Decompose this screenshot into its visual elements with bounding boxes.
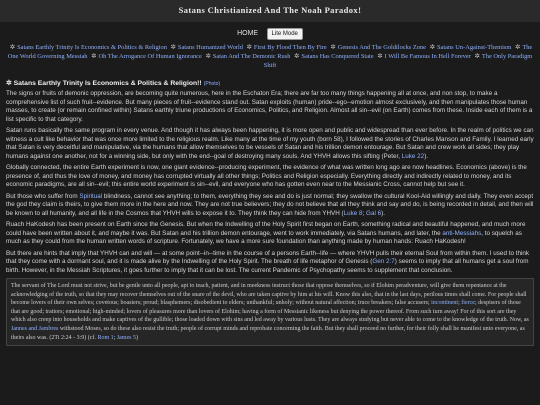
scripture-link[interactable]: Gen 2:7 xyxy=(372,258,395,265)
spiritual-link[interactable]: Spiritual xyxy=(79,192,103,200)
paragraph-text: , to squelch as much as they could from the human written words of scripture. Fortunately, we have a more sure foundation than anything made by human hands: Ruach HaKodesh! xyxy=(6,229,522,245)
scripture-link[interactable]: Luke 8 xyxy=(343,209,363,217)
nav-separator: ✲ xyxy=(474,53,480,60)
nav-separator: ✲ xyxy=(330,44,336,51)
scripture-link[interactable]: James 5 xyxy=(116,334,136,341)
article-paragraph: The signs or fruits of demonic oppression, are becoming quite numerous, here in the Eschaton Era; there are far too many things happening all at once, and non stop, to make a comprehensive list of such fruit--evidence. But many pieces of fruit--evidence stand out. Satan exploits (human) pride--ego--emotion almost exclusively, and then manipulates those human masses, to create (or remain confined within) Satans earthly triune productions of Economics, Politics, and Religion. Almost all sin--evil (on Earth) comes from these. Inside each of them is a list specific to that category. xyxy=(6,90,533,123)
nav-link[interactable]: The Only Paradigm Shift xyxy=(263,53,533,69)
paragraph-text: blindness, cannot see anything; to them, everything they see and do is just normal; they swallow the cultural Kool-Aid willingly and daily. They even accept the god they claim is theirs, to give them more in the here and now. They are not true believers; they do not believe that all they think and say and do, is being recorded in detail, and then will be known to all humanity, and all life in the Cosmos that YHVH wills to expose it to. They think they can hide from YHVH ( xyxy=(6,192,534,217)
scripture-link[interactable]: Luke 22 xyxy=(401,152,425,160)
nav-link[interactable]: Satans Humanized World xyxy=(177,44,243,51)
paragraph-text: But those who suffer from xyxy=(6,192,78,200)
nav-link[interactable]: Satan And The Demonic Rush xyxy=(212,53,291,60)
paragraph-text: Satan runs basically the same program in every venue. And though it has always been happening, it is more open and public and widespread than ever before. In the realm of politics we can witness a cult like behavior that was once more limited to the religious realm. Like many at the time of my youth (born 58), I followed the stories of Charles Manson and Family. I learned early that Satan is very deceitful and manipulative, via the humans that allow themselves to be vessels of Satan and his trillion demon entourage. But Satan and crew work all sides; they play humans against one another, not for a winning side, but only with the end--goal of destroying many souls. And YHVH allows this sifting (Peter, xyxy=(6,127,534,160)
paragraph-text: ). xyxy=(381,209,385,217)
nav-separator: ✲ xyxy=(377,53,383,60)
nav-separator: ✲ xyxy=(246,44,252,51)
jannes-jambres-link[interactable]: Jannes and Jambres xyxy=(11,325,59,332)
article-title: Satans Earthly Trinity Is Economics & Politics & Religion!! xyxy=(13,80,202,87)
paragraph-text: ) seems to imply that all humans get a soul from birth. However, in the Messiah Scriptures, it goes further to imply that it can be lost. The current Pandemic of Psychopathy seems to supplement that conclusion. xyxy=(6,258,529,274)
site-header xyxy=(0,0,540,22)
nav-link[interactable]: The One World Governing Messiah xyxy=(7,44,533,60)
article-paragraph xyxy=(6,193,534,219)
nav-separator: ✲ xyxy=(205,53,211,60)
quote-text: The servant of The Lord must not strive, but be gentle unto all people, apt to teach, patient, and in meekness instruct those that oppose themselves, so if Elohim peradventure, will give them repentance at the acknowledging of the truth, so that they may recover themselves out of the snare of the devil, who are taken captive by him at his will. Know this also, that in the last days, perilous times shall come. For people shall become lovers of their own selves; covetous; boasters; proud; blasphemers; disobedient to elders; unthankful; unholy; without natural affection; truce breakers; false accusers; xyxy=(11,283,527,307)
nav-links xyxy=(0,41,540,73)
anti-messiahs-link[interactable]: anti-Messiahs xyxy=(442,229,482,237)
nav-separator: ✲ xyxy=(514,44,521,51)
mode-bar xyxy=(0,22,540,41)
lite-mode-button[interactable]: Lite Mode xyxy=(267,28,303,40)
paragraph-text: But there are hints that imply that YHVH can and will — at some point--in--time in the course of a persons Earth--life — where YHVH pulls their eternal Soul from within them. I used to think that they come with a dormant soul, and it is made alive by the Indwelling of the Holy Spirit. The breath of life metaphor of Genesis ( xyxy=(6,249,529,265)
quote-text: withstood Moses, so do these also resist the truth; people of corrupt minds and reprobate concerning the faith. But they shall proceed no further, for their folly shall be manifest unto everyone, as theirs also was. (2Ti 2:24 - 3:9) (cf. xyxy=(11,325,525,341)
nav-link[interactable]: Oh The Arrogance Of Human Ignorance xyxy=(98,53,202,60)
article xyxy=(6,79,534,346)
incontinent-link[interactable]: incontinent xyxy=(431,300,459,307)
site-title: Satans Christianized And The Noah Paradox! xyxy=(178,5,362,15)
article-heading xyxy=(6,79,534,87)
paragraph-text: ). xyxy=(424,152,429,160)
nav-link[interactable]: I Will Be Famous In Hell Forever xyxy=(384,53,471,60)
nav-separator: ✲ xyxy=(9,44,16,51)
article-paragraph xyxy=(6,250,534,276)
nav-separator: ✲ xyxy=(294,53,300,60)
heading-source-link[interactable]: (Photo) xyxy=(203,81,221,87)
quote-text: ; despisers of those that are good; traitors; emotional; high-minded; lovers of pleasures more than lovers of Elohim; having a form of Messianic likeness but denying the power thereof. From such turn away! For of this sort are they which also creep into households and make captives of the gullible; those loaded down with sins and led away by various lusts. They are always studying but never able to come to the knowledge of the truth. Now, as xyxy=(11,300,529,324)
scripture-link[interactable]: Gal 6 xyxy=(366,209,382,217)
nav-separator: ✲ xyxy=(170,44,176,51)
nav-link[interactable]: First By Flood Then By Fire xyxy=(253,44,327,51)
nav-link[interactable]: Satans Earthly Trinity Is Economics & Politics & Religion xyxy=(17,44,167,51)
article-paragraph xyxy=(6,127,534,161)
article-paragraph: Globally connected, the entire Earth experiment is now, one giant evidence--producing experiment, the evidence of what was written long ago are now headlines. Economics (above) is the presence of, and thus the love of money, and money has corrupted virtually all other things; Politics and Religion especially. Everything directly and indirectly related to money, and its economic paradigms, are all sin--evil; this entire world experiment is sin--evil, and everyone who has gotten even near to the Messianic Cross, cannot help but see it. xyxy=(6,164,527,188)
scripture-quote xyxy=(6,278,534,346)
heading-star-icon: ✲ xyxy=(6,80,14,87)
nav-link[interactable]: Satans Un-Against-Themism xyxy=(436,44,512,51)
quote-text: ; xyxy=(113,334,116,341)
home-link[interactable]: HOME xyxy=(237,30,259,38)
article-paragraph xyxy=(6,221,534,247)
fierce-link[interactable]: fierce xyxy=(461,300,475,307)
scripture-link[interactable]: Rom 1 xyxy=(97,334,114,341)
quote-text: ) xyxy=(135,334,138,341)
nav-link[interactable]: Satans Has Conquered State xyxy=(301,53,374,60)
quote-text: ; xyxy=(458,300,460,307)
paragraph-text: ; xyxy=(362,209,365,217)
nav-separator: ✲ xyxy=(429,44,435,51)
paragraph-text: Ruach HaKodesh has been present on Earth since the Genesis. But when the Indwelling of the Holy Spirit first began on Earth, something radical and beautiful happened, and much more could have been written about it, and maybe it was. But Satan and his trillion demon entourage, went to work immediately, via Satans humans, and later, the xyxy=(6,221,526,237)
nav-separator: ✲ xyxy=(91,53,97,60)
nav-link[interactable]: Genesis And The Goldilocks Zone xyxy=(337,44,427,51)
